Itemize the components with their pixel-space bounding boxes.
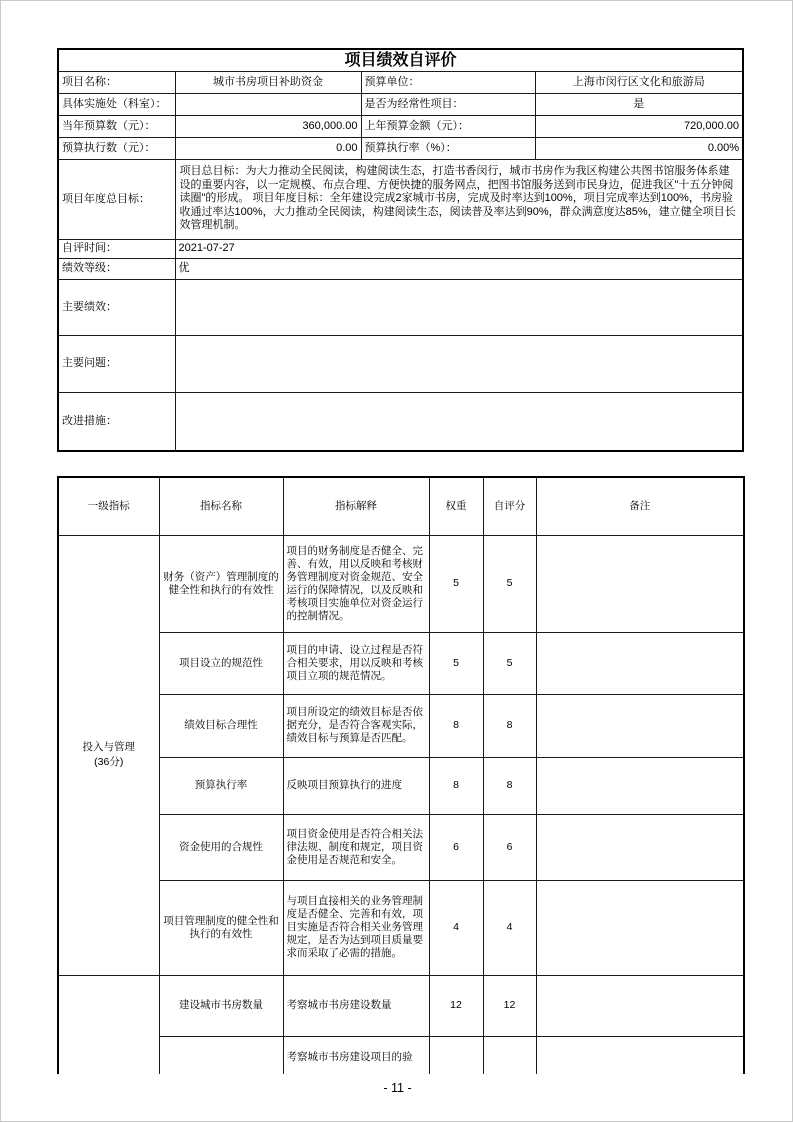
group-cell-input-management — [58, 535, 159, 975]
score-cell: 8 — [483, 694, 536, 757]
budget-executed-value: 0.00 — [175, 137, 361, 159]
title-row — [58, 49, 743, 71]
note-cell — [536, 1036, 744, 1074]
indicator-name-cell — [159, 1036, 283, 1074]
indicator-name-cell: 财务（资产）管理制度的健全性和执行的有效性 — [159, 535, 283, 632]
score-cell — [483, 1036, 536, 1074]
weight-cell: 8 — [429, 757, 483, 814]
note-cell — [536, 880, 744, 975]
table-row — [58, 159, 743, 239]
budget-executed-label: 预算执行数（元）： — [58, 137, 175, 159]
score-cell: 12 — [483, 975, 536, 1036]
page-title: 项目绩效自评价 — [58, 49, 743, 71]
indicator-explain-cell: 考察城市书房建设项目的验 — [283, 1036, 429, 1074]
recurring-project-value: 是 — [535, 93, 743, 115]
improvement-measures-label: 改进措施： — [58, 392, 175, 451]
table-row — [58, 880, 744, 975]
page-number: - 11 - — [383, 1081, 412, 1095]
performance-grade-value: 优 — [175, 258, 743, 279]
project-name-label: 项目名称： — [58, 71, 175, 93]
indicator-name-cell: 绩效目标合理性 — [159, 694, 283, 757]
weight-cell: 12 — [429, 975, 483, 1036]
weight-cell: 5 — [429, 632, 483, 694]
self-eval-date-label: 自评时间： — [58, 239, 175, 258]
table-row — [58, 757, 744, 814]
implementing-office-value — [175, 93, 361, 115]
score-cell: 5 — [483, 632, 536, 694]
indicator-name-cell: 资金使用的合规性 — [159, 814, 283, 880]
current-budget-label: 当年预算数（元）： — [58, 115, 175, 137]
table-row — [58, 694, 744, 757]
score-cell: 8 — [483, 757, 536, 814]
table-row — [58, 93, 743, 115]
weight-cell: 5 — [429, 535, 483, 632]
score-cell: 6 — [483, 814, 536, 880]
indicator-explain-cell: 项目的申请、设立过程是否符合相关要求，用以反映和考核项目立项的规范情况。 — [283, 632, 429, 694]
table-row — [58, 115, 743, 137]
self-eval-date-value: 2021-07-27 — [175, 239, 743, 258]
col-header-level1-indicator: 一级指标 — [58, 477, 159, 535]
table-row — [58, 71, 743, 93]
note-cell — [536, 757, 744, 814]
table-row — [58, 137, 743, 159]
indicator-name-cell: 项目设立的规范性 — [159, 632, 283, 694]
table-row — [58, 392, 743, 451]
project-name-value: 城市书房项目补助资金 — [175, 71, 361, 93]
indicator-table — [57, 476, 745, 1074]
main-performance-label: 主要绩效： — [58, 279, 175, 335]
table-row — [58, 814, 744, 880]
score-cell: 5 — [483, 535, 536, 632]
table-row — [58, 335, 743, 392]
prev-budget-value: 720,000.00 — [535, 115, 743, 137]
note-cell — [536, 632, 744, 694]
indicator-name-cell: 预算执行率 — [159, 757, 283, 814]
recurring-project-label: 是否为经常性项目： — [361, 93, 535, 115]
prev-budget-label: 上年预算金额（元）： — [361, 115, 535, 137]
weight-cell: 6 — [429, 814, 483, 880]
note-cell — [536, 694, 744, 757]
annual-goal-label: 项目年度总目标： — [58, 159, 175, 239]
group-label-line1: 投入与管理 — [82, 741, 135, 753]
performance-grade-label: 绩效等级： — [58, 258, 175, 279]
weight-cell — [429, 1036, 483, 1074]
col-header-self-score: 自评分 — [483, 477, 536, 535]
table-row — [58, 632, 744, 694]
group-cell-next — [58, 975, 159, 1074]
col-header-note: 备注 — [536, 477, 744, 535]
note-cell — [536, 975, 744, 1036]
indicator-name-cell: 项目管理制度的健全性和执行的有效性 — [159, 880, 283, 975]
header-row — [58, 477, 744, 535]
weight-cell: 8 — [429, 694, 483, 757]
col-header-indicator-name: 指标名称 — [159, 477, 283, 535]
indicator-explain-cell: 反映项目预算执行的进度 — [283, 757, 429, 814]
note-cell — [536, 535, 744, 632]
indicator-explain-cell: 考察城市书房建设数量 — [283, 975, 429, 1036]
main-performance-value — [175, 279, 743, 335]
execution-rate-label: 预算执行率（%）： — [361, 137, 535, 159]
main-problems-value — [175, 335, 743, 392]
budget-unit-label: 预算单位： — [361, 71, 535, 93]
indicator-explain-cell: 与项目直接相关的业务管理制度是否健全、完善和有效，项目实施是否符合相关业务管理规定，是否为达到项目质量要求而采取了必需的措施。 — [283, 880, 429, 975]
indicator-name-cell: 建设城市书房数量 — [159, 975, 283, 1036]
indicator-explain-cell: 项目资金使用是否符合相关法律法规、制度和规定，项目资金使用是否规范和安全。 — [283, 814, 429, 880]
improvement-measures-value — [175, 392, 743, 451]
table-row — [58, 279, 743, 335]
implementing-office-label: 具体实施处（科室）： — [58, 93, 175, 115]
note-cell — [536, 814, 744, 880]
execution-rate-value: 0.00% — [535, 137, 743, 159]
col-header-weight: 权重 — [429, 477, 483, 535]
table-row — [58, 258, 743, 279]
table-row — [58, 239, 743, 258]
main-problems-label: 主要问题： — [58, 335, 175, 392]
current-budget-value: 360,000.00 — [175, 115, 361, 137]
table-row — [58, 535, 744, 632]
indicator-explain-cell: 项目所设定的绩效目标是否依据充分，是否符合客观实际，绩效目标与预算是否匹配。 — [283, 694, 429, 757]
score-cell: 4 — [483, 880, 536, 975]
col-header-indicator-explain: 指标解释 — [283, 477, 429, 535]
weight-cell: 4 — [429, 880, 483, 975]
indicator-explain-cell: 项目的财务制度是否健全、完善、有效，用以反映和考核财务管理制度对资金规范、安全运行的保障情况，以及反映和考核项目实施单位对资金运行的控制情况。 — [283, 535, 429, 632]
indicator-table-clip — [57, 476, 747, 1074]
annual-goal-value: 项目总目标：为大力推动全民阅读，构建阅读生态，打造书香闵行，城市书房作为我区构建公共图书馆服务体系建设的重要内容，以一定规模、布点合理、方便快捷的服务网点，把图书馆服务送到市民身边，促进我区"十五分钟阅读圈"的形成。 项目年度目标：全年建设完成2家城市书房，完成及时率达到100%，项目完成率达到100%，书房验收通过率达100%，大力推动全民阅读，构建阅读生态，阅读普及率达到90%，群众满意度达85%，建立健全项目长效管理机制。 — [175, 159, 743, 239]
group-label-line2: (36分) — [94, 756, 124, 768]
budget-unit-value: 上海市闵行区文化和旅游局 — [535, 71, 743, 93]
project-info-table — [57, 48, 744, 452]
table-row — [58, 975, 744, 1036]
table-row-clipped — [58, 1036, 744, 1074]
